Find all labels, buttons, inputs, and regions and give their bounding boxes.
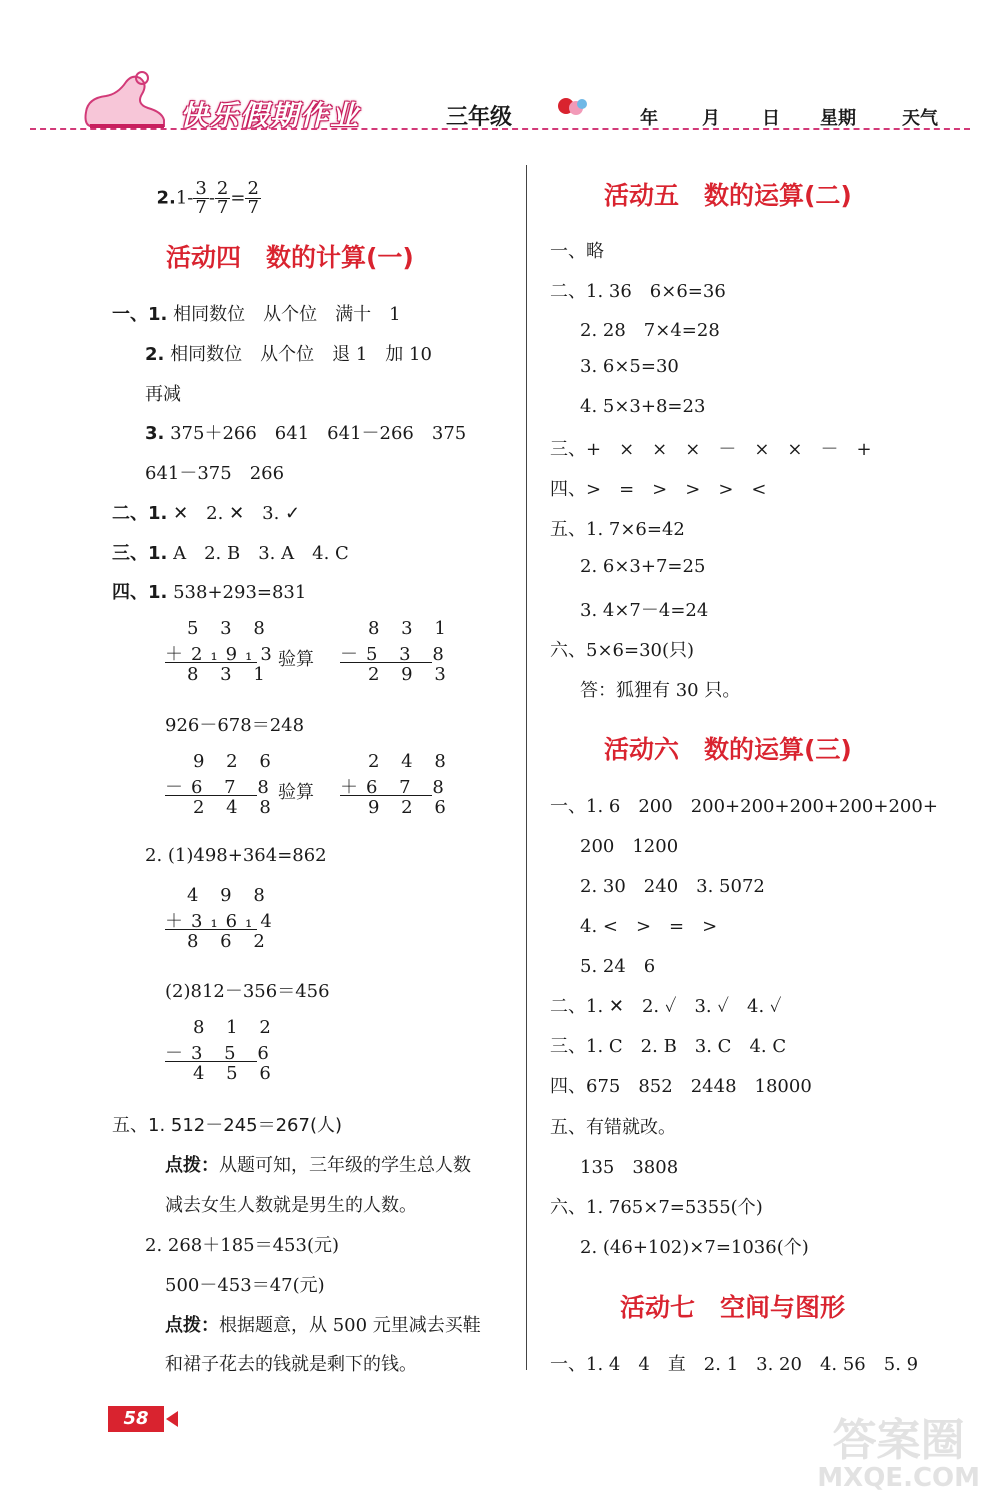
equation: (2)812－356＝456 [165,981,330,1002]
list-item: 六、1. 765×7=5355(个) [550,1197,763,1218]
equation: 926－678＝248 [165,715,305,736]
equation: 五、1. 512－245＝267(人) [112,1115,343,1136]
list-item: 二、1. ✕ 2. ✓ 3. ✓ 4. ✓ [550,996,782,1017]
list-item: 一、1. 4 4 直 2. 1 3. 20 4. 56 5. 9 [550,1354,919,1375]
section-title-4: 活动四 数的计算(一) [166,243,414,272]
tip-text: 减去女生人数就是男生的人数。 [165,1195,417,1216]
list-item: 3. 4×7－4=24 [580,600,709,621]
vertical-calc: 4 9 8 ＋3₁6₁4 8 6 2 [165,885,280,952]
list-item: 四、1. 538+293=831 [112,582,307,603]
list-item: 2. (46+102)×7=1036(个) [580,1237,809,1258]
list-item: 135 3808 [580,1157,679,1178]
tip-text: 点拨：从题可知，三年级的学生总人数 [165,1155,471,1176]
list-item: 二、1. 36 6×6=36 [550,281,726,302]
list-item: 2. 相同数位 从个位 退 1 加 10 [145,344,432,365]
column-divider [526,165,527,1370]
fraction-line: 2.1- $\frac{3}{7}$ - $\frac{2}{7}$ = $\frac{2}{7}$ [156,178,259,218]
list-item: 一、略 [550,241,604,262]
list-item: 五、1. 7×6=42 [550,519,685,540]
list-item: 三、1. C 2. B 3. C 4. C [550,1036,787,1057]
balloon-icon [552,94,592,128]
list-item: 3. 375＋266 641 641－266 375 [145,423,467,444]
list-item: 3. 6×5=30 [580,356,679,377]
list-item: 2. 30 240 3. 5072 [580,876,765,897]
page-arrow-icon [166,1411,178,1427]
list-item: 四、675 852 2448 18000 [550,1076,812,1097]
vertical-calc: 8 1 2 －3 5 6 4 5 6 [165,1017,279,1084]
tip-text: 和裙子花去的钱就是剩下的钱。 [165,1354,417,1375]
field-weekday: 星期 [820,108,856,129]
verify-label: 验算 [278,649,314,670]
field-weather: 天气 [902,108,938,129]
vertical-calc: 9 2 6 －6 7 8 2 4 8 [165,751,279,818]
equation: 2. 268＋185＝453(元) [145,1235,340,1256]
list-item: 四、> = > > > < [550,479,767,500]
header-divider [30,128,970,130]
section-title-7: 活动七 空间与图形 [620,1293,846,1322]
list-item: 答：狐狸有 30 只。 [580,680,741,701]
vertical-calc: 2 4 8 ＋6 7 8 9 2 6 [340,751,454,818]
equation: 2. (1)498+364=862 [145,845,327,866]
equation: 500－453＝47(元) [165,1275,325,1296]
list-item: 200 1200 [580,836,679,857]
list-item: 4. 5×3+8=23 [580,396,706,417]
verify-label: 验算 [278,782,314,803]
list-item: 三、+ × × × － × × － + [550,439,872,460]
list-item: 五、有错就改。 [550,1117,676,1138]
section-title-6: 活动六 数的运算(三) [604,735,852,764]
list-item: 641－375 266 [145,463,285,484]
list-item: 再减 [145,384,181,405]
vertical-calc: 5 3 8 ＋2₁9₁3 8 3 1 [165,618,280,685]
section-title-5: 活动五 数的运算(二) [604,181,852,210]
vertical-calc: 8 3 1 －5 3 8 2 9 3 [340,618,454,685]
list-item: 4. < > = > [580,916,718,937]
list-item: 一、1. 相同数位 从个位 满十 1 [112,304,401,325]
field-month: 月 [702,108,720,129]
list-item: 三、1. A 2. B 3. A 4. C [112,543,349,564]
page-number: 58 [108,1406,164,1432]
list-item: 2. 28 7×4=28 [580,320,720,341]
list-item: 六、5×6=30(只) [550,640,695,661]
shoe-icon [78,68,174,132]
header-title: 快乐假期作业 [180,99,361,132]
field-day: 日 [762,108,780,129]
tip-text: 点拨：根据题意，从 500 元里减去买鞋 [165,1315,481,1336]
header-logo [78,68,174,132]
field-year: 年 [640,108,658,129]
list-item: 2. 6×3+7=25 [580,556,706,577]
watermark: 答案圈 MXQE.COM [817,1415,980,1493]
list-item: 一、1. 6 200 200+200+200+200+200+ [550,796,938,817]
list-item: 5. 24 6 [580,956,656,977]
list-item: 二、1. ✕ 2. ✕ 3. ✓ [112,503,301,524]
header-grade: 三年级 [446,105,513,130]
